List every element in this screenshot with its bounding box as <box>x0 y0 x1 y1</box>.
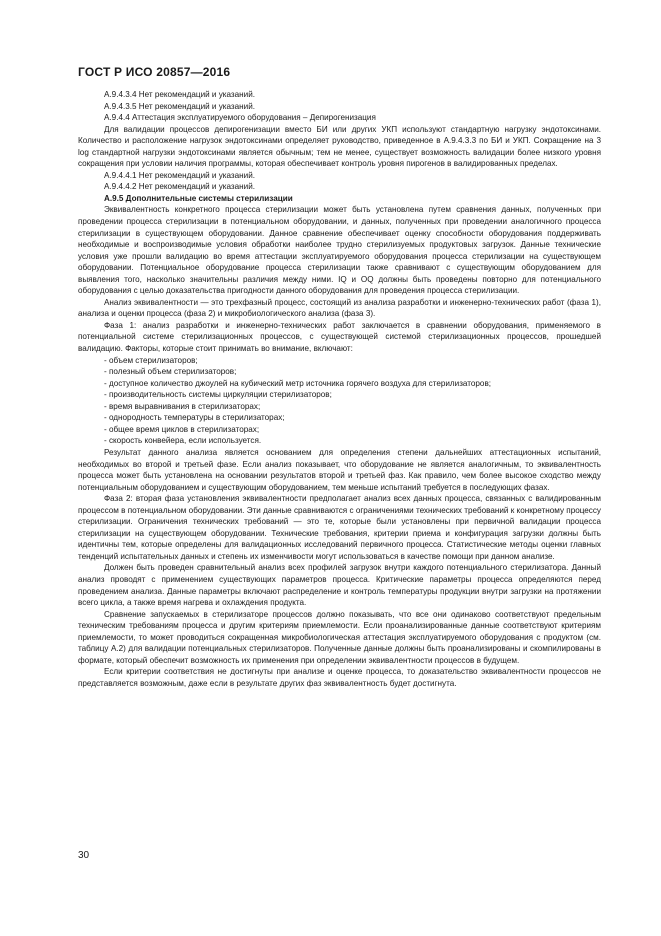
paragraph: А.9.4.3.4 Нет рекомендаций и указаний. <box>104 90 256 99</box>
paragraph: Если критерии соответствия не достигнуты при анализе и оценке процесса, то доказательство эквивалентности процессов не представляется возможным, даже если в результате других фаз эквивалентность будет достигнута. <box>78 667 601 688</box>
document-body <box>78 89 601 689</box>
list-item: - время выравнивания в стерилизаторах; <box>104 401 261 411</box>
paragraph: Анализ эквивалентности — это трехфазный процесс, состоящий из анализа разработки и инженерно-технических работ (фаза 1), анализа и оценки процесса (фаза 2) и микробиологического анализа (фаза 3). <box>78 297 601 319</box>
list-item: - общее время циклов в стерилизаторах; <box>104 424 260 434</box>
paragraph: Эквивалентность конкретного процесса стерилизации может быть установлена путем сравнения данных, полученных при проведении процесса стерилизации в потенциальном оборудовании, и данных, полученных при проведении аналогичного процесса стерилизации в существующем оборудовании. Данное сравнение обеспечивает оценку способности оборудования поддерживать необходимые и воспроизводимые условия обработки наиболее трудно стерилизуемых продуктовых загрузок. Данные технические условия уже прошли валидацию во время аттестации эксплуатируемого оборудования процесса стерилизации на существующем оборудовании. Потенциальное оборудование процесса стерилизации также сравнивают с существующим оборудованием для выявления того, насколько значительны различия между ними. IQ и OQ должны быть проведены повторно для потенциального оборудования с целью доказательства пригодности данного оборудования для проведения процесса стерилизации. <box>78 205 601 296</box>
paragraph: А.9.4.4.2 Нет рекомендаций и указаний. <box>104 182 256 192</box>
paragraph: А.9.4.3.5 Нет рекомендаций и указаний. <box>104 101 256 111</box>
list-item: - скорость конвейера, если используется. <box>104 436 262 446</box>
paragraph: Сравнение запускаемых в стерилизаторе процессов должно показывать, что все они одинаково соответствуют предельным техническим требованиям процесса и другим критериям приемлемости. Если проанализированные данные соответствуют критериям приемлемости, то может проводиться сокращенная микробиологическая аттестация эксплуатируемого оборудования с продуктом (см. таблицу А.2) для валидации потенциальных стерилизаторов. Полученные данные должны быть проанализированы и скомпилированы в формате, который обеспечит возможность их применения при определении эквивалентности процессов в будущем. <box>78 609 601 665</box>
page-number: 30 <box>78 850 90 861</box>
paragraph: Для валидации процессов депирогенизации вместо БИ или других УКП используют стандартную нагрузку эндотоксинами. Количество и расположение нагрузок эндотоксинами определяет руководство, приведенное в А.9.4.3.3 по БИ и УКП. Сокращение на 3 log стандартной нагрузки эндотоксинами является обычным; тем не менее, существует возможность валидации более низкого уровня сокращения при условии наличия программы, которая обеспечивает контроль уровня пирогенов в валидированных пределах. <box>78 124 601 169</box>
list-item: - доступное количество джоулей на кубический метр источника горячего воздуха для стерилизаторов; <box>104 378 492 388</box>
list-item: - производительность системы циркуляции стерилизаторов; <box>104 390 332 400</box>
list-item: - полезный объем стерилизаторов; <box>104 367 237 377</box>
paragraph: Должен быть проведен сравнительный анализ всех профилей загрузок внутри каждого потенциального стерилизатора. Данный анализ проводят с применением существующих параметров процесса. Критические параметры процесса определяются перед проведением анализа. Данные параметры включают распределение и контроль температуры продукции внутри загрузки на протяжении всего цикла, а также время нагрева и охлаждения продукта. <box>78 563 601 608</box>
document-header: ГОСТ Р ИСО 20857—2016 <box>78 65 231 79</box>
paragraph: Фаза 1: анализ разработки и инженерно-технических работ заключается в сравнении оборудования, применяемого в потенциальной системе стерилизационных процессов, с существующей системой стерилизационных процессов, прошедшей валидацию. Факторы, которые стоит принимать во внимание, включают: <box>78 320 601 354</box>
paragraph: А.9.4.4 Аттестация эксплуатируемого оборудования – Депирогенизация <box>104 113 376 123</box>
list-item: - однородность температуры в стерилизаторах; <box>104 413 285 423</box>
paragraph: А.9.4.4.1 Нет рекомендаций и указаний. <box>104 170 256 180</box>
paragraph: Фаза 2: вторая фаза установления эквивалентности предполагает анализ всех данных процесса, связанных с валидированным процессом в потенциальном оборудовании. Эти данные сравниваются с ограничениями технических требований к конкретному процессу стерилизации. Ограничения технических требований — это те, которые были установлены при первичной валидации процесса стерилизации на существующем оборудовании. Технические требования, критерии приема и конфигурация загрузки должны быть идентичны тем, которые определены для валидационных исследований первичного процесса. Статистические методы оценки главных тенденций испытательных данных и степень их изменчивости могут использоваться в качестве помощи при данном анализе. <box>78 494 601 561</box>
section-heading: А.9.5 Дополнительные системы стерилизации <box>104 193 293 203</box>
paragraph: Результат данного анализа является основанием для определения степени дальнейших аттестационных испытаний, необходимых во второй и третьей фазе. Если анализ показывает, что оборудование не является аналогичным, то эквивалентность процесса может быть установлена на основании результатов второй и третьей фаз. Как правило, чем более высокое сходство между потенциальным оборудованием и существующим оборудованием, тем меньше испытаний требуется в последующих фазах. <box>78 447 601 492</box>
list-item: - объем стерилизаторов; <box>104 355 198 365</box>
